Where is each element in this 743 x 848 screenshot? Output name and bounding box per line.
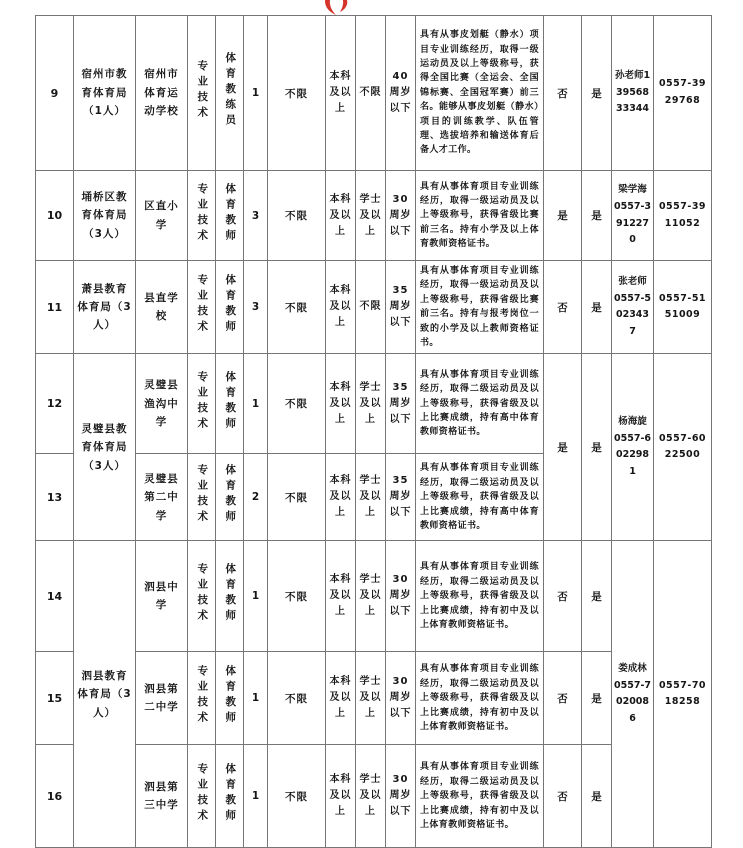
education-cell: 本科及以上 bbox=[326, 454, 356, 541]
degree-cell: 学士及以上 bbox=[356, 541, 386, 652]
conditions-cell: 具有从事体育项目专业训练经历，取得二级运动员及以上等级称号，获得省级及以上比赛成绩，持有初中及以上体育教师资格证书。 bbox=[416, 652, 544, 745]
flag2-cell: 是 bbox=[582, 354, 612, 541]
age-cell: 35周岁以下 bbox=[386, 454, 416, 541]
table-row bbox=[36, 171, 712, 261]
table-row bbox=[36, 261, 712, 354]
job-title-cell bbox=[216, 541, 244, 652]
unit-cell: 泗县第三中学 bbox=[136, 745, 188, 848]
degree-cell: 学士及以上 bbox=[356, 354, 386, 454]
phone-cell: 0557-3929768 bbox=[654, 16, 712, 171]
headcount-cell: 1 bbox=[244, 16, 268, 171]
job-category-text: 专业技术 bbox=[196, 563, 209, 626]
phone-cell: 0557-3911052 bbox=[654, 171, 712, 261]
degree-cell: 不限 bbox=[356, 261, 386, 354]
degree-cell: 学士及以上 bbox=[356, 745, 386, 848]
job-title-cell bbox=[216, 652, 244, 745]
flag1-cell: 否 bbox=[544, 16, 582, 171]
job-title-text: 体育教师 bbox=[224, 370, 237, 433]
age-cell: 30周岁以下 bbox=[386, 541, 416, 652]
major-cell: 不限 bbox=[268, 261, 326, 354]
conditions-cell: 具有从事体育项目专业训练经历，取得一级运动员及以上等级称号，获得省级比赛前三名。持有小学及以上体育教师资格证书。 bbox=[416, 171, 544, 261]
job-title-text: 体育教练员 bbox=[224, 52, 237, 130]
conditions-cell: 具有从事体育项目专业训练经历，取得二级运动员及以上等级称号，获得省级及以上比赛成绩，持有高中体育教师资格证书。 bbox=[416, 454, 544, 541]
headcount-cell: 2 bbox=[244, 454, 268, 541]
job-category-cell bbox=[188, 745, 216, 848]
headcount-cell: 3 bbox=[244, 171, 268, 261]
age-cell: 40周岁以下 bbox=[386, 16, 416, 171]
education-cell: 本科及以上 bbox=[326, 745, 356, 848]
row-number-cell: 11 bbox=[36, 261, 74, 354]
contact-cell: 梁学海 0557-3912270 bbox=[612, 171, 654, 261]
headcount-cell: 3 bbox=[244, 261, 268, 354]
degree-cell: 学士及以上 bbox=[356, 171, 386, 261]
age-cell: 30周岁以下 bbox=[386, 745, 416, 848]
job-title-cell bbox=[216, 354, 244, 454]
flag1-cell: 是 bbox=[544, 171, 582, 261]
job-category-text: 专业技术 bbox=[196, 182, 209, 245]
job-category-text: 专业技术 bbox=[196, 665, 209, 728]
department-cell: 萧县教育体育局（3人） bbox=[74, 261, 136, 354]
flag2-cell: 是 bbox=[582, 261, 612, 354]
major-cell: 不限 bbox=[268, 171, 326, 261]
flag2-cell: 是 bbox=[582, 652, 612, 745]
flag1-cell: 是 bbox=[544, 354, 582, 541]
job-title-cell bbox=[216, 16, 244, 171]
headcount-cell: 1 bbox=[244, 541, 268, 652]
major-cell: 不限 bbox=[268, 16, 326, 171]
education-cell: 本科及以上 bbox=[326, 171, 356, 261]
flag1-cell: 否 bbox=[544, 652, 582, 745]
job-title-text: 体育教师 bbox=[224, 464, 237, 527]
table-row bbox=[36, 745, 712, 848]
education-cell: 本科及以上 bbox=[326, 541, 356, 652]
conditions-cell: 具有从事皮划艇（静水）项目专业训练经历，取得一级运动员及以上等级称号，获得全国比赛（全运会、全国锦标赛、全国冠军赛）前三名。能够从事皮划艇（静水）项目的训练教学、队伍管理、选拔培养和输送体育后备人才工作。 bbox=[416, 16, 544, 171]
phone-cell: 0557-6022500 bbox=[654, 354, 712, 541]
unit-cell: 灵璧县第二中学 bbox=[136, 454, 188, 541]
education-cell: 本科及以上 bbox=[326, 354, 356, 454]
flag2-cell: 是 bbox=[582, 541, 612, 652]
flag1-cell: 否 bbox=[544, 541, 582, 652]
job-category-cell bbox=[188, 354, 216, 454]
education-cell: 本科及以上 bbox=[326, 261, 356, 354]
conditions-cell: 具有从事体育项目专业训练经历，取得一级运动员及以上等级称号，获得省级比赛前三名。持有与报考岗位一致的小学及以上教师资格证书。 bbox=[416, 261, 544, 354]
department-cell: 泗县教育体育局（3人） bbox=[74, 541, 136, 848]
degree-cell: 学士及以上 bbox=[356, 454, 386, 541]
flag1-cell: 否 bbox=[544, 745, 582, 848]
job-title-cell bbox=[216, 171, 244, 261]
row-number-cell: 14 bbox=[36, 541, 74, 652]
age-cell: 30周岁以下 bbox=[386, 171, 416, 261]
phone-cell: 0557-7018258 bbox=[654, 541, 712, 848]
unit-cell: 泗县中学 bbox=[136, 541, 188, 652]
red-ribbon-icon bbox=[314, 0, 360, 16]
job-category-text: 专业技术 bbox=[196, 763, 209, 826]
table-row bbox=[36, 652, 712, 745]
contact-cell: 杨海旋 0557-6022981 bbox=[612, 354, 654, 541]
flag2-cell: 是 bbox=[582, 16, 612, 171]
job-title-cell bbox=[216, 261, 244, 354]
row-number-cell: 15 bbox=[36, 652, 74, 745]
job-category-text: 专业技术 bbox=[196, 274, 209, 337]
headcount-cell: 1 bbox=[244, 354, 268, 454]
job-category-cell bbox=[188, 541, 216, 652]
education-cell: 本科及以上 bbox=[326, 16, 356, 171]
conditions-cell: 具有从事体育项目专业训练经历，取得二级运动员及以上等级称号，获得省级及以上比赛成绩，持有初中及以上体育教师资格证书。 bbox=[416, 541, 544, 652]
contact-cell: 孙老师13956833344 bbox=[612, 16, 654, 171]
department-cell: 灵璧县教育体育局（3人） bbox=[74, 354, 136, 541]
table-row bbox=[36, 354, 712, 454]
age-cell: 35周岁以下 bbox=[386, 354, 416, 454]
unit-cell: 县直学校 bbox=[136, 261, 188, 354]
job-category-cell bbox=[188, 454, 216, 541]
headcount-cell: 1 bbox=[244, 652, 268, 745]
unit-cell: 宿州市体育运动学校 bbox=[136, 16, 188, 171]
contact-cell: 娄成林 0557-7020086 bbox=[612, 541, 654, 848]
job-title-text: 体育教师 bbox=[224, 274, 237, 337]
job-category-text: 专业技术 bbox=[196, 370, 209, 433]
job-title-text: 体育教师 bbox=[224, 182, 237, 245]
job-title-text: 体育教师 bbox=[224, 665, 237, 728]
major-cell: 不限 bbox=[268, 454, 326, 541]
job-category-text: 专业技术 bbox=[196, 60, 209, 122]
age-cell: 35周岁以下 bbox=[386, 261, 416, 354]
contact-cell: 张老师 0557-5023437 bbox=[612, 261, 654, 354]
unit-cell: 泗县第二中学 bbox=[136, 652, 188, 745]
row-number-cell: 12 bbox=[36, 354, 74, 454]
row-number-cell: 16 bbox=[36, 745, 74, 848]
table-row bbox=[36, 541, 712, 652]
job-category-cell bbox=[188, 652, 216, 745]
education-cell: 本科及以上 bbox=[326, 652, 356, 745]
job-title-cell bbox=[216, 745, 244, 848]
job-title-text: 体育教师 bbox=[224, 763, 237, 826]
job-title-text: 体育教师 bbox=[224, 563, 237, 626]
major-cell: 不限 bbox=[268, 354, 326, 454]
job-positions-table bbox=[35, 15, 712, 848]
major-cell: 不限 bbox=[268, 745, 326, 848]
major-cell: 不限 bbox=[268, 541, 326, 652]
unit-cell: 灵璧县渔沟中学 bbox=[136, 354, 188, 454]
department-cell: 宿州市教育体育局（1人） bbox=[74, 16, 136, 171]
job-category-cell bbox=[188, 16, 216, 171]
flag2-cell: 是 bbox=[582, 745, 612, 848]
age-cell: 30周岁以下 bbox=[386, 652, 416, 745]
flag2-cell: 是 bbox=[582, 171, 612, 261]
major-cell: 不限 bbox=[268, 652, 326, 745]
job-category-cell bbox=[188, 171, 216, 261]
department-cell: 埇桥区教育体育局（3人） bbox=[74, 171, 136, 261]
job-category-text: 专业技术 bbox=[196, 464, 209, 527]
job-title-cell bbox=[216, 454, 244, 541]
phone-cell: 0557-5151009 bbox=[654, 261, 712, 354]
headcount-cell: 1 bbox=[244, 745, 268, 848]
degree-cell: 学士及以上 bbox=[356, 652, 386, 745]
conditions-cell: 具有从事体育项目专业训练经历，取得二级运动员及以上等级称号，获得省级及以上比赛成绩，持有初中及以上体育教师资格证书。 bbox=[416, 745, 544, 848]
table-row bbox=[36, 16, 712, 171]
row-number-cell: 10 bbox=[36, 171, 74, 261]
flag1-cell: 否 bbox=[544, 261, 582, 354]
row-number-cell: 13 bbox=[36, 454, 74, 541]
degree-cell: 不限 bbox=[356, 16, 386, 171]
unit-cell: 区直小学 bbox=[136, 171, 188, 261]
job-category-cell bbox=[188, 261, 216, 354]
row-number-cell: 9 bbox=[36, 16, 74, 171]
conditions-cell: 具有从事体育项目专业训练经历，取得二级运动员及以上等级称号，获得省级及以上比赛成绩，持有高中体育教师资格证书。 bbox=[416, 354, 544, 454]
